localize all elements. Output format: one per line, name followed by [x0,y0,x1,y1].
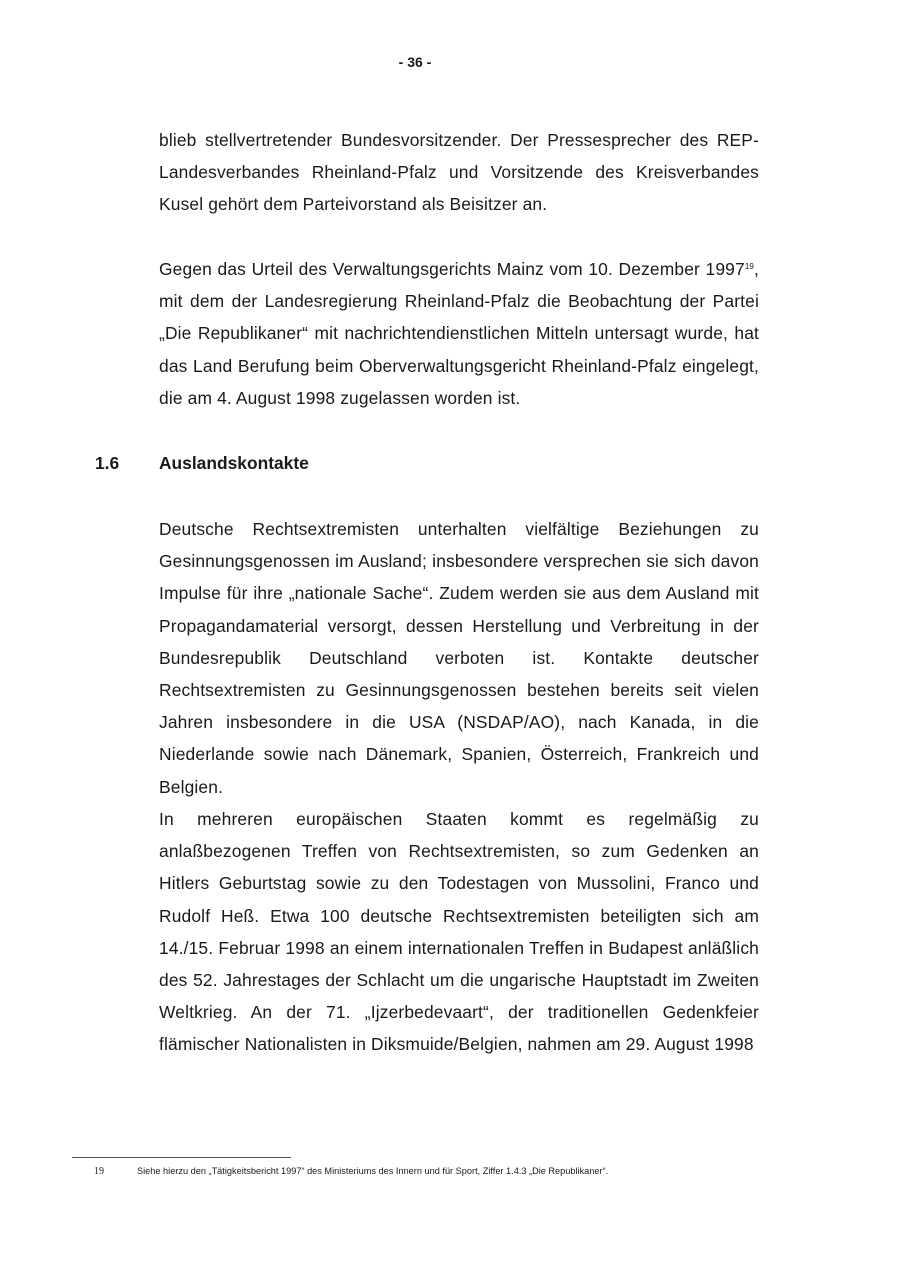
paragraph-court-appeal-text-start: Gegen das Urteil des Verwaltungsgerichts Mainz vom 10. Dezember 1997 [159,259,745,279]
footnote-reference: 19 [744,262,755,271]
paragraph-rep-leadership: blieb stellvertretender Bundesvorsitzender. Der Pressesprecher des REP-Landesverbandes Rheinland-Pfalz und Vorsitzende des Kreisverbandes Kusel gehört dem Parteivorstand als Beisitzer an. [159,130,759,215]
paragraph-court-appeal [159,253,759,414]
paragraph-foreign-contacts: Deutsche Rechtsextremisten unterhalten vielfältige Beziehungen zu Gesinnungsgenossen im Ausland; insbesondere versprechen sie sich davon Impulse für ihre „nationale Sache“. Zudem werden sie aus dem Ausland mit Propagandamaterial versorgt, dessen Herstellung und Verbreitung in der Bundesrepublik Deutschland verboten ist. Kontakte deutscher Rechtsextremisten zu Gesinnungsgenossen bestehen bereits seit vielen Jahren insbesondere in die USA (NSDAP/AO), nach Kanada, in die Niederlande sowie nach Dänemark, Spanien, Österreich, Frankreich und Belgien. [159,519,759,797]
section-number: 1.6 [95,453,120,473]
page-number: - 36 - [398,54,432,70]
footnote [72,1164,792,1179]
paragraph-european-meetings: In mehreren europäischen Staaten kommt es regelmäßig zu anlaßbezogenen Treffen von Rechtsextremisten, so zum Gedenken an Hitlers Geburtstag sowie zu den Todestagen von Mussolini, Franco und Rudolf Heß. Etwa 100 deutsche Rechtsextremisten beteiligten sich am 14./15. Februar 1998 an einem internationalen Treffen in Budapest anläßlich des 52. Jahrestages der Schlacht um die ungarische Hauptstadt im Zweiten Weltkrieg. An der 71. „Ijzerbedevaart“, der traditionellen Gedenkfeier flämischer Nationalisten in Diksmuide/Belgien, nahmen am 29. August 1998 [159,809,759,1055]
footnote-text: Siehe hierzu den „Tätigkeitsbericht 1997“ des Ministeriums des Innern und für Sport, Ziffer 1.4.3 „Die Republikaner“. [137,1166,609,1176]
footnote-marker: 19 [94,1166,104,1177]
section-title: Auslandskontakte [159,453,309,473]
section-heading [95,450,309,476]
footnote-divider [72,1157,291,1158]
paragraph-court-appeal-text-end: , mit dem der Landesregierung Rheinland-Pfalz die Beobachtung der Partei „Die Republikaner“ mit nachrichtendienstlichen Mitteln untersagt wurde, hat das Land Berufung beim Oberverwaltungsgericht Rheinland-Pfalz eingelegt, die am 4. August 1998 zugelassen worden ist. [159,259,759,408]
